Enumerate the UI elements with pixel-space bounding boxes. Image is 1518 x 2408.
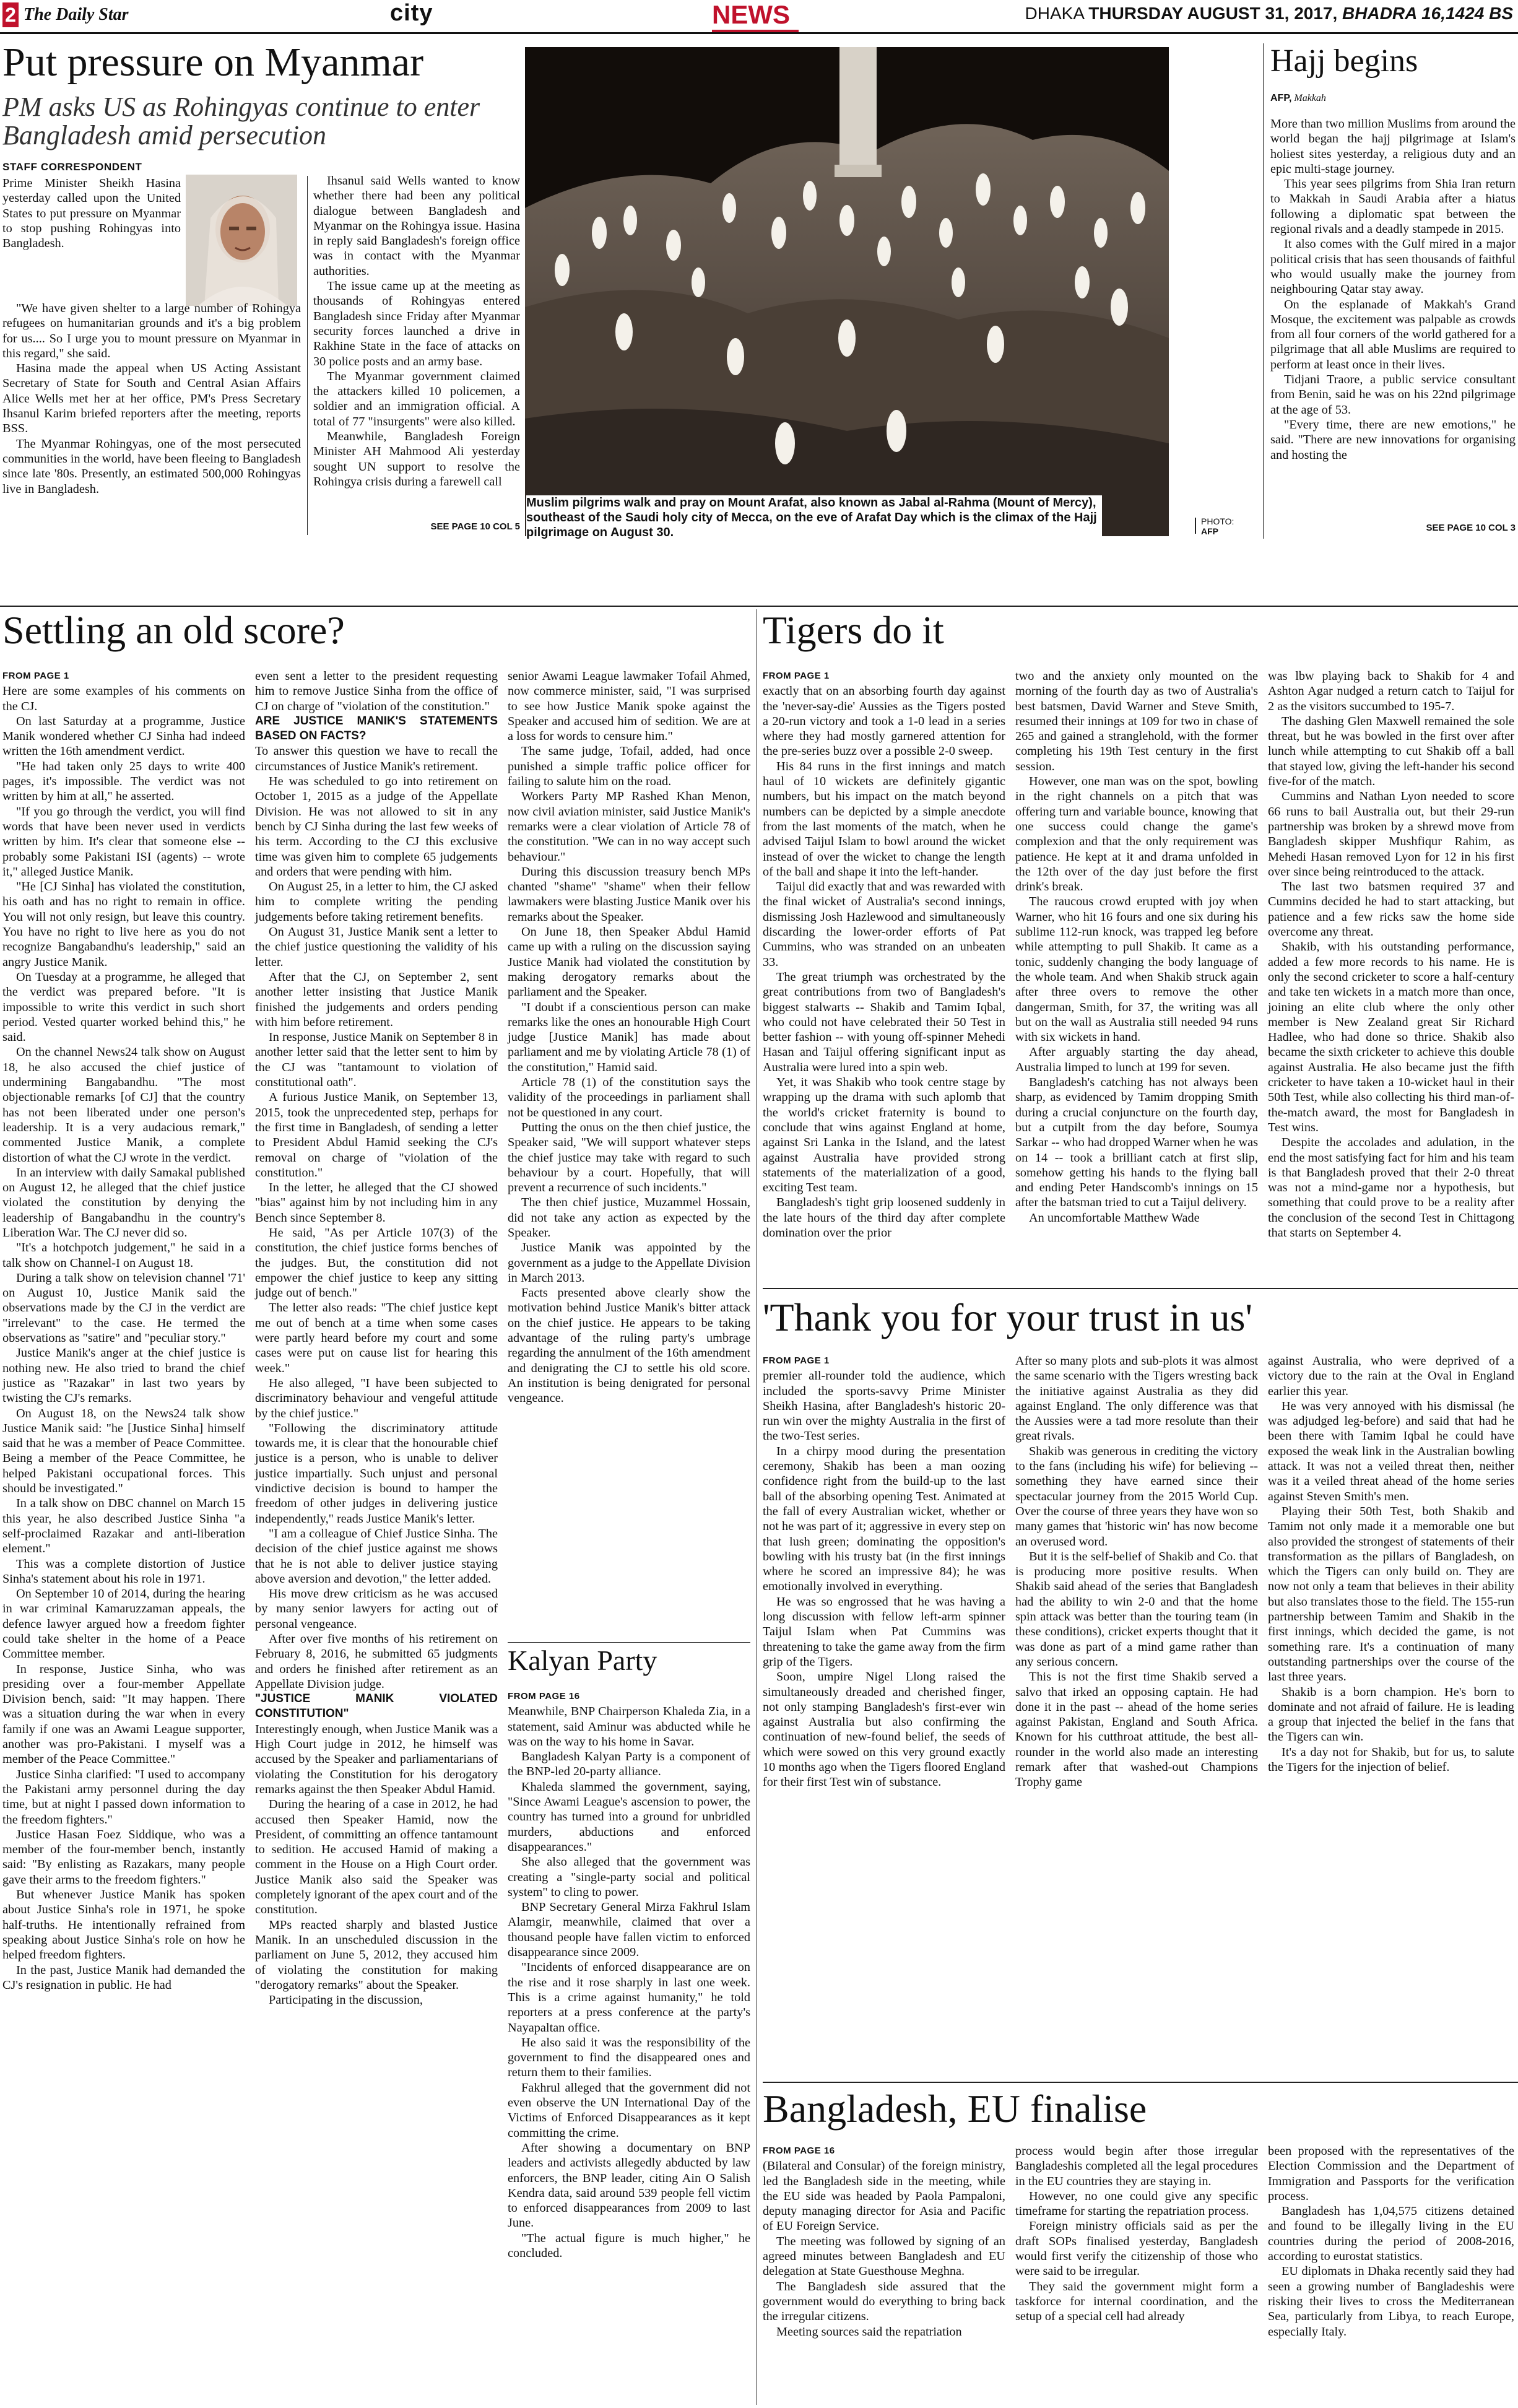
paragraph: On the esplanade of Makkah's Grand Mosque, the excitement was palpable as crowds from all four corners of the world gathered for a pilgrimage that all able Muslims are required to perform at least once in their lives. — [1270, 297, 1516, 372]
paragraph: Shakib is a born champion. He's born to dominate and not afraid of failure. He is leading a group that injected the belief in the fans that the Tigers can win. — [1268, 1685, 1514, 1744]
paragraph: After showing a documentary on BNP leaders and activists allegedly abducted by law enforcers, the BNP leader, citing Ain O Salish Kendra data, said around 539 people fell victim to enforced disappearances from 2009 to last June. — [508, 2141, 750, 2230]
eu-from-page: FROM PAGE 16 — [763, 2145, 835, 2156]
paragraph: BNP Secretary General Mirza Fakhrul Islam Alamgir, meanwhile, claimed that over a thousand people have fallen victim to enforced disappearance since 2009. — [508, 1900, 750, 1960]
paragraph: Shakib, with his outstanding performance, added a few more records to his name. He is only the second cricketer to score a half-century and take ten wickets in a match more than once, joining an elite club where the only other member is New Zealand great Sir Richard Hadlee, who had done so thrice. Shakib also became the sixth cricketer to achieve this double against Australia. He also became just the fifth cricketer to have taken a 10-wicket haul in their 50th Test, while also collecting his third man-of-the-match award, the most for Bangladesh in Test wins. — [1268, 940, 1514, 1134]
paragraph: MPs reacted sharply and blasted Justice Manik. In an unscheduled discussion in the parliament on June 5, 2012, they accused him of violating the constitution for making "derogatory remarks" about the Speaker. — [255, 1918, 498, 1992]
paragraph: They said the government might form a taskforce for internal coordination, and the setup of a special cell had already — [1015, 2279, 1258, 2324]
paragraph: Justice Hasan Foez Siddique, who was a member of the four-member bench, instantly said: "By enlisting as Razakars, many people gave their arms to the freedom fighters." — [2, 1827, 245, 1887]
thankyou-column-3 — [1268, 1354, 1514, 2001]
section-rule — [763, 1288, 1518, 1289]
paragraph: He also said it was the responsibility of the government to find the disappeared ones and return them to their families. — [508, 2035, 750, 2080]
tigers-column-2 — [1015, 669, 1258, 1284]
kalyan-headline: Kalyan Party — [508, 1645, 657, 1676]
hajj-headline: Hajj begins — [1270, 43, 1418, 79]
paragraph: "It's a hotchpotch judgement," he said in a talk show on Channel-I on August 18. — [2, 1241, 245, 1270]
paragraph: On August 25, in a letter to him, the CJ asked him to complete writing the pending judgements before taking retirement benefits. — [255, 880, 498, 924]
score-column-3 — [508, 669, 750, 1641]
paragraph: She also alleged that the government was creating a "single-party social and political system" to cling to power. — [508, 1855, 750, 1899]
paragraph: "He had taken only 25 days to write 400 pages, it's impossible. The verdict was not written by him at all," he asserted. — [2, 759, 245, 804]
paragraph: On June 18, then Speaker Abdul Hamid came up with a ruling on the discussion saying Justice Manik had violated the constitution by making derogatory remarks about the parliament and the Speaker. — [508, 925, 750, 999]
mount-arafat-photo — [525, 47, 1169, 536]
paragraph: After over five months of his retirement on February 8, 2016, he submitted 65 judgments and orders he finished after retirement as an Appellate Division judge. — [255, 1632, 498, 1691]
paragraph: This year sees pilgrims from Shia Iran return to Makkah in Saudi Arabia after a hiatus following a diplomatic spat between the regional rivals and a deadly stampede in 2015. — [1270, 177, 1516, 237]
hajj-agency: AFP, — [1270, 93, 1292, 103]
kalyan-column — [508, 1689, 750, 2406]
paragraph: against Australia, who were deprived of a victory due to the rain at the Oval in England earlier this year. — [1268, 1354, 1514, 1398]
kalyan-from-page: FROM PAGE 16 — [508, 1691, 580, 1702]
paragraph: Bangladesh's tight grip loosened suddenly in the late hours of the third day after complete domination over the prior — [763, 1196, 1005, 1240]
section-rule — [763, 2082, 1518, 2083]
paragraph: It's a day not for Shakib, but for us, to salute the Tigers for the injection of belief. — [1268, 1745, 1514, 1775]
paragraph: The issue came up at the meeting as thousands of Rohingyas entered Bangladesh since Friday after Myanmar security forces launched a drive in Rakhine State in the face of attacks on 30 police posts and an army base. — [313, 279, 520, 368]
paragraph: On the channel News24 talk show on August 18, he also accused the chief justice of undermining Bangabandhu. "The most objectionable remarks [of CJ] that the country has not been liberated under one person's leadership. It is a very audacious remark," commented Justice Manik, a complete distortion of what the CJ wrote in the verdict. — [2, 1045, 245, 1165]
paragraph: His move drew criticism as he was accused by many senior lawyers for acting out of personal vengeance. — [255, 1587, 498, 1631]
section-rule — [508, 1642, 750, 1643]
eu-column-1 — [763, 2144, 1005, 2406]
paragraph: Workers Party MP Rashed Khan Menon, now civil aviation minister, said Justice Manik's remarks were a clear violation of Article 78 of the constitution. "We can in no way accept such behaviour." — [508, 789, 750, 864]
paragraph: senior Awami League lawmaker Tofail Ahmed, now commerce minister, said, "I was surprised to see how Justice Manik spoke against the Speaker and accused him of sedition. We are at a loss for words to censure him." — [508, 669, 750, 744]
paragraph: Foreign ministry officials said as per the draft SOPs finalised yesterday, Bangladesh would first verify the citizenship of those who were said to be irregular. — [1015, 2219, 1258, 2279]
paragraph: Yet, it was Shakib who took centre stage by wrapping up the drama with such aplomb that the world's cricket fraternity is bound to conclude that wins against England at home, against Sri Lanka in the Island, and the latest against Australia have provided strong statements of the materialization of a good, exciting Test team. — [763, 1076, 1005, 1195]
myanmar-see-page: SEE PAGE 10 COL 5 — [430, 521, 520, 532]
paragraph: "He [CJ Sinha] has violated the constitution, his oath and has no right to remain in office. You will not only resign, but leave this country. You have no right to live here as you do not recognize Bangabandhu's leadership," said an angry Justice Manik. — [2, 880, 245, 969]
paragraph: During a talk show on television channel '71' on August 10, Justice Manik said the observations made by the CJ in the verdict are "irrelevant" to the case. He termed the observations as "satire" and "peculiar story." — [2, 1271, 245, 1345]
paragraph: During the hearing of a case in 2012, he had accused then Speaker Hamid, now the President, of committing an offence tantamount to sedition. He accused Hamid of making a comment in the House on a High Court order. Justice Manik also said the Speaker was completely ignorant of the apex court and of the constitution. — [255, 1797, 498, 1917]
score-column-1 — [2, 669, 245, 2406]
paragraph: Meanwhile, BNP Chairperson Khaleda Zia, in a statement, said Aminur was abducted while he was on the way to his home in Savar. — [508, 1705, 750, 1749]
paragraph: two and the anxiety only mounted on the morning of the fourth day as two of Australia's best batsmen, David Warner and Steve Smith, resumed their innings at 109 for two in chase of 265 and gained a stranglehold, with the former completing his 19th Test century in the first session. — [1015, 669, 1258, 773]
hajj-see-page: SEE PAGE 10 COL 3 — [1426, 523, 1516, 533]
paragraph: Soon, umpire Nigel Llong raised the simultaneously dreaded and cherished finger, not only stamping Bangladesh's first-ever win against Australia but also confirming the continuation of new-found belief, the seeds of which were sowed on this very ground exactly 10 months ago when the Tigers floored England for their first Test win of substance. — [763, 1670, 1005, 1789]
tigers-from-page: FROM PAGE 1 — [763, 671, 830, 681]
hajj-place: Makkah — [1294, 93, 1326, 103]
paragraph: Taijul did exactly that and was rewarded with the final wicket of Australia's second innings, dismissing Josh Hazlewood and simultaneously discarding the lower-order efforts of Pat Cummins, who was stranded on an unbeaten 33. — [763, 880, 1005, 969]
photo-credit — [1201, 516, 1234, 536]
paragraph: Hasina made the appeal when US Acting Assistant Secretary of State for South and Central Asian Affairs Alice Wells met her at her office, PM's Press Secretary Ihsanul Karim briefed reporters after the meeting, reports BSS. — [2, 362, 301, 436]
paragraph: premier all-rounder told the audience, which included the sports-savvy Prime Minister Sheikh Hasina, after Bangladesh's historic 20-run win over the mighty Australia in the first of the two-Test series. — [763, 1369, 1005, 1443]
paragraph: Here are some examples of his comments on the CJ. — [2, 684, 245, 713]
news-label: NEWS — [712, 0, 790, 29]
paragraph: However, no one could give any specific timeframe for starting the repatriation process. — [1015, 2189, 1258, 2219]
paragraph: But whenever Justice Manik has spoken about Justice Sinha's role in 1971, he spoke half-truths. He intentionally refrained from speaking about Justice Sinha's role on how he helped freedom fighters. — [2, 1888, 245, 1962]
paragraph: Despite the accolades and adulation, in the end the most satisfying fact for him and his team is that Bangladesh proved that their 2-0 threat was not a mind-game nor a hypothesis, but something that could prove to be a reality after the conclusion of the second Test in Chittagong that starts on September 4. — [1268, 1136, 1514, 1240]
paragraph: During this discussion treasury bench MPs chanted "shame" "shame" when their fellow lawmakers were blasting Justice Manik over his remarks about the Speaker. — [508, 864, 750, 924]
paragraph: The letter also reads: "The chief justice kept me out of bench at a time when some cases were partly heard before my court and some cases were put on cause list for hearing this week." — [255, 1301, 498, 1375]
paragraph: On Tuesday at a programme, he alleged that the verdict was prepared before. "It is impossible to write this verdict in such short period. Vested quarter worked behind this," he said. — [2, 970, 245, 1045]
paragraph: exactly that on an absorbing fourth day against the 'never-say-die' Aussies as the Tigers posted a 20-run victory and took a 1-0 lead in a series where they had mostly garnered attention for the pre-series buzz over a possible 2-0 sweep. — [763, 684, 1005, 758]
paragraph: (Bilateral and Consular) of the foreign ministry, led the Bangladesh side in the meeting, while the EU side was headed by Paola Pampaloni, deputy managing director for Asia and Pacific of EU Foreign Service. — [763, 2159, 1005, 2233]
score-subhead-violated: "JUSTICE MANIK VIOLATED CONSTITUTION" — [255, 1692, 498, 1721]
score-from-page: FROM PAGE 1 — [2, 671, 69, 681]
paragraph: EU diplomats in Dhaka recently said they had seen a growing number of Bangladeshis were risking their lives to cross the Mediterranean Sea, particularly from Libya, to reach Europe, especially Italy. — [1268, 2264, 1514, 2339]
paragraph: Playing their 50th Test, both Shakib and Tamim not only made it a memorable one but also provided the strongest of statements of their transformation as the pillars of Bangladesh, on which the Tigers can only build on. They are now not only a team that believes in their ability but also translates those to the field. The 155-run partnership between Tamim and Shakib in the first innings, which decided the game, is not something rare. It's a continuation of many outstanding partnerships over the course of the last three years. — [1268, 1504, 1514, 1684]
thankyou-column-1 — [763, 1354, 1005, 2001]
tigers-column-1 — [763, 669, 1005, 1284]
section-rule — [0, 606, 1518, 607]
date-city: DHAKA — [1025, 4, 1084, 23]
paragraph: In response, Justice Manik on September 8 in another letter said that the letter sent to him by the CJ was "tantamount to violation of constitutional oath". — [255, 1030, 498, 1090]
paragraph: This is not the first time Shakib served a salvo that irked an opposing captain. He had done it in the past -- ahead of the home series against Pakistan, England and South Africa. Known for his cutthroat attitude, the best all-rounder in the world also made an interesting remark after that washed-out Champions Trophy game — [1015, 1670, 1258, 1789]
myanmar-subheadline: PM asks US as Rohingyas continue to enter Bangladesh amid persecution — [2, 92, 480, 151]
paragraph: On September 10 of 2014, during the hearing in war criminal Kamaruzzaman appeals, the defence lawyer argued how a freedom fighter could take shelter in the home of a Peace Committee member. — [2, 1587, 245, 1661]
paragraph: The then chief justice, Muzammel Hossain, did not take any action as expected by the Speaker. — [508, 1196, 750, 1240]
paragraph: In a talk show on DBC channel on March 15 this year, he also described Justice Sinha "a self-proclaimed Razakar and anti-liberation element." — [2, 1497, 245, 1556]
paragraph: A furious Justice Manik, on September 13, 2015, took the unprecedented step, perhaps for the first time in Bangladesh, of sending a letter to President Abdul Hamid seeking the CJ's removal on charge of "violation of the constitution." — [255, 1090, 498, 1180]
paragraph: Meanwhile, Bangladesh Foreign Minister AH Mahmood Ali yesterday sought UN support to resolve the Rohingya crisis during a farewell call — [313, 430, 520, 489]
masthead-rule — [0, 32, 1518, 34]
thankyou-headline: 'Thank you for your trust in us' — [763, 1295, 1252, 1339]
paragraph: "Following the discriminatory attitude towards me, it is clear that the honourable chief justice is a person, who is unable to deliver justice impartially. Such unjust and personal vindictive decision is bound to hamper the freedom of other judges in delivering justice independently," reads Justice Manik's letter. — [255, 1421, 498, 1526]
myanmar-headline: Put pressure on Myanmar — [2, 40, 424, 85]
paragraph: "Incidents of enforced disappearance are on the rise and it rose sharply in last one week. This is a crime against humanity," he told reporters at a press conference at the party's Nayapaltan office. — [508, 1960, 750, 2035]
paragraph: However, one man was on the spot, bowling in the right channels on a pitch that was offering turn and variable bounce, knowing that one success could change the game's complexion and that the only requirement was patience. He kept at it and drama unfolded in the 12th over of the day just before the first drink's break. — [1015, 775, 1258, 894]
paragraph: The same judge, Tofail, added, had once punished a simple traffic police officer for failing to salute him on the road. — [508, 744, 750, 789]
paragraph: Putting the onus on the then chief justice, the Speaker said, "We will support whatever steps the chief justice may take with regard to such behaviour by a court. Hopefully, that will prevent a recurrence of such incidents." — [508, 1120, 750, 1195]
paragraph: "I am a colleague of Chief Justice Sinha. The decision of the chief justice against me shows that he is not able to deliver justice staying above aversion and devotion," the letter added. — [255, 1526, 498, 1586]
paragraph: Cummins and Nathan Lyon needed to score 66 runs to bail Australia out, but their 29-run partnership was broken by a shrewd move from Bangladesh skipper Mushfiqur Rahim, as Mehedi Hasan removed Lyon for 12 in his first over since being reintroduced to the attack. — [1268, 789, 1514, 879]
paragraph: This was a complete distortion of Justice Sinha's statement about his role in 1971. — [2, 1557, 245, 1586]
paragraph: The great triumph was orchestrated by the great contributions from two of Bangladesh's biggest stalwarts -- Shakib and Tamim Iqbal, who could not have celebrated their 50 Test in better fashion -- with young off-spinner Mehedi Hasan and Taijul offering significant input as Australia were lured into a spin web. — [763, 970, 1005, 1074]
paragraph: been proposed with the representatives of the Election Commission and the Department of Immigration and Passports for the verification process. — [1268, 2144, 1514, 2203]
paragraph: The meeting was followed by signing of an agreed minutes between Bangladesh and EU delegation at State Guesthouse Meghna. — [763, 2234, 1005, 2279]
paragraph: process would begin after those irregular Bangladeshis completed all the legal procedures in the EU countries they are staying in. — [1015, 2144, 1258, 2188]
score-subhead-facts: ARE JUSTICE MANIK'S STATEMENTS BASED ON FACTS? — [255, 714, 498, 743]
paragraph: In an interview with daily Samakal published on August 12, he alleged that the chief justice violated the constitution by denying the leadership of Bangabandhu in the country's Liberation War. The CJ never did so. — [2, 1165, 245, 1240]
paragraph: The dashing Glen Maxwell remained the sole threat, but he was bowled in the first over after lunch while attempting to cut Shakib off a ball that stayed low, giving the left-hander his second five-for of the match. — [1268, 714, 1514, 789]
paragraph: On last Saturday at a programme, Justice Manik wondered whether CJ Sinha had indeed written the 16th amendment verdict. — [2, 714, 245, 758]
paragraph: More than two million Muslims from around the world began the hajj pilgrimage at Islam's holiest sites yesterday, a religious duty and an epic multi-stage journey. — [1270, 117, 1516, 176]
paragraph: Shakib was generous in crediting the victory to the fans (including his wife) for believing -- something they have earned since their spectacular journey from the 2015 World Cup. Over the course of three years they have won so many games that 'historic win' has now become an overused word. — [1015, 1444, 1258, 1549]
masthead — [0, 0, 1518, 35]
myanmar-column-1 — [2, 176, 181, 251]
paragraph: It also comes with the Gulf mired in a major political crisis that has seen thousands of faithful who would usually make the journey from neighbouring Qatar stay away. — [1270, 237, 1516, 297]
paragraph: Participating in the discussion, — [269, 1993, 423, 2007]
date-bhadra: BHADRA 16,1424 BS — [1342, 4, 1513, 23]
myanmar-lead: Prime Minister Sheikh Hasina yesterday called upon the United States to put pressure on Myanmar to stop pushing Rohingyas into Bangladesh. — [2, 176, 181, 251]
section-label: city — [390, 0, 433, 26]
paragraph: Facts presented above clearly show the motivation behind Justice Manik's bitter attack on the chief justice. He appears to be taking advantage of the ruling party's umbrage regarding the annulment of the 16th amendment and denigrating the CJ to settle his old score. An institution is being denigrated for personal vengeance. — [508, 1286, 750, 1406]
eu-column-2 — [1015, 2144, 1258, 2406]
paragraph: He was scheduled to go into retirement on October 1, 2015 as a judge of the Appellate Division. He was not allowed to sit in any bench by CJ Sinha during the last few weeks of his term. According to the CJ this exclusive time was given him to complete 65 judgements and orders that were pending with him. — [255, 775, 498, 879]
paragraph: In the past, Justice Manik had demanded the CJ's resignation in public. He had — [2, 1963, 245, 1992]
paragraph: He also alleged, "I have been subjected to discriminatory behaviour and vengeful attitude by the chief justice." — [255, 1376, 498, 1420]
paragraph: Justice Manik's anger at the chief justice is nothing new. He also tried to brand the chief justice as "Razakar" in last two years by twisting the CJ's remarks. — [2, 1346, 245, 1406]
paragraph: He was very annoyed with his dismissal (he was adjudged leg-before) and said that had he been there with Tamim Iqbal he could have exposed the weak link in the Australian bowling attack. It was not a veiled threat then, neither was it a veiled threat ahead of the home series against Steven Smith's men. — [1268, 1399, 1514, 1503]
paragraph: Bangladesh's catching has not always been sharp, as evidenced by Tamim dropping Smith during a crucial conjuncture on the fourth day, but a cutpilt from the day before, Soumya Sarkar -- who had dropped Warner when he was on 14 -- took a brilliant catch at first slip, somehow getting his hands to the flying ball and ending Peter Handscomb's innings on 15 after the batsman tried to cut a Taijul delivery. — [1015, 1076, 1258, 1210]
paragraph: Justice Manik was appointed by the government as a judge to the Appellate Division in March 2013. — [508, 1241, 750, 1285]
paragraph: was lbw playing back to Shakib for 4 and Ashton Agar nudged a return catch to Taijul for 2 as the visitors succumbed to 195-7. — [1268, 669, 1514, 713]
paper-name: The Daily Star — [24, 5, 129, 24]
myanmar-byline: STAFF CORRESPONDENT — [2, 161, 142, 173]
paragraph: To answer this question we have to recall the circumstances of Justice Manik's retirement. — [255, 744, 498, 773]
hajj-column — [1270, 116, 1516, 520]
thankyou-from-page: FROM PAGE 1 — [763, 1355, 830, 1366]
paragraph: He said, "As per Article 107(3) of the constitution, the chief justice forms benches of the judges. But, the constitution did not empower the chief justice to keep any sitting judge out of bench." — [255, 1225, 498, 1300]
thankyou-column-2 — [1015, 1354, 1258, 2001]
paragraph: even sent a letter to the president requesting him to remove Justice Sinha from the office of CJ on charge of "violation of the constitution." — [255, 669, 498, 713]
paragraph: After arguably starting the day ahead, Australia limped to lunch at 199 for seven. — [1015, 1045, 1258, 1074]
paragraph: "I doubt if a conscientious person can make remarks like the ones an honourable High Court judge [Justice Manik] has made about parliament and me by violating Article 78 (1) of the constitution," Hamid said. — [508, 1000, 750, 1074]
paragraph: Interestingly enough, when Justice Manik was a High Court judge in 2012, he himself was accused by the Speaker and parliamentarians of violating the Constitution for his derogatory remarks against the then Speaker Abdul Hamid. — [255, 1722, 498, 1796]
paragraph: "The actual figure is much higher," he concluded. — [508, 2231, 750, 2260]
photo-credit-label: PHOTO: — [1201, 516, 1234, 526]
credit-rule — [1195, 518, 1196, 534]
page-number: 2 — [2, 2, 19, 27]
eu-headline: Bangladesh, EU finalise — [763, 2087, 1147, 2131]
paragraph: In response, Justice Sinha, who was presiding over a four-member Appellate Division bench, said: "It may happen. There was a situation during the war when in every family if one was an Awami League supporter, another was pro-Pakistani. I myself was a member of the Peace Committee." — [2, 1662, 245, 1767]
paragraph: On August 18, on the News24 talk show Justice Manik said: "he [Justice Sinha] himself said that he was a member of Peace Committee. Being a member of the Peace Committee, he helped Pakistani occupational forces. This should be investigated." — [2, 1406, 245, 1496]
paragraph: Meeting sources said the repatriation — [776, 2324, 962, 2339]
paragraph: "Every time, there are new emotions," he said. "There are new innovations for organising and hosting the — [1270, 417, 1516, 462]
tigers-headline: Tigers do it — [763, 608, 944, 652]
paragraph: Fakhrul alleged that the government did not even observe the UN International Day of the Victims of Enforced Disappearances as it kept committing the crime. — [508, 2080, 750, 2140]
paragraph: On August 31, Justice Manik sent a letter to the chief justice questioning the validity of his letter. — [255, 925, 498, 969]
paragraph: "We have given shelter to a large number of Rohingya refugees on humanitarian grounds and it's a big problem for us.... So I urge you to mount pressure on Myanmar in this regard," she said. — [2, 302, 301, 360]
myanmar-column-1b — [2, 301, 301, 536]
myanmar-column-2 — [313, 173, 520, 518]
photo-credit-source: AFP — [1201, 526, 1218, 536]
paragraph: The Bangladesh side assured that the government would do everything to bring back the irregular citizens. — [763, 2279, 1005, 2324]
paragraph: After so many plots and sub-plots it was almost the same scenario with the Tigers wresting back the initiative against Australia as they did against England. The only difference was that the Aussies were a tad more resolute than their great rivals. — [1015, 1354, 1258, 1443]
score-headline: Settling an old score? — [2, 608, 345, 652]
pm-portrait — [186, 175, 297, 306]
paragraph: The raucous crowd erupted with joy when Warner, who hit 16 fours and one six during his sublime 112-run knock, was trapped leg before while attempting to pull Shakib. It came as a tonic, suddenly changing the body language of the whole team. And when Shakib struck again after three overs to remove the other dangerman, Smith, for 37, the writing was all but on the wall as Australia still needed 94 runs with six wickets in hand. — [1015, 895, 1258, 1045]
paragraph: Tidjani Traore, a public service consultant from Benin, said he was on his 22nd pilgrimage at the age of 53. — [1270, 373, 1516, 417]
column-rule — [307, 176, 308, 535]
column-rule — [1263, 43, 1264, 539]
paragraph: An uncomfortable Matthew Wade — [1029, 1211, 1200, 1225]
paragraph: Bangladesh has 1,04,575 citizens detained and found to be illegally living in the EU countries during the period of 2008-2016, according to eurostat statistics. — [1268, 2204, 1514, 2264]
paragraph: His 84 runs in the first innings and match haul of 10 wickets are definitely gigantic numbers, but his impact on the match beyond numbers can be depicted by a simple anecdote from the last moments of the match, when he advised Taijul Islam to bowl around the wicket instead of over the wicket to change the length of the ball and shape it into the left-hander. — [763, 759, 1005, 879]
paragraph: He was so engrossed that he was having a long discussion with fellow left-arm spinner Taijul Islam when Pat Cummins was threatening to take the game away from the firm grip of the Tigers. — [763, 1594, 1005, 1669]
paragraph: Justice Sinha clarified: "I used to accompany the Pakistani army personnel during the day time, but at night I passed down information to the freedom fighters." — [2, 1767, 245, 1827]
paragraph: Article 78 (1) of the constitution says the validity of the proceedings in parliament shall not be questioned in any court. — [508, 1076, 750, 1119]
paragraph: The Myanmar government claimed the attackers killed 10 policemen, a soldier and an immigration official. A total of 77 "insurgents" were also killed. — [313, 369, 520, 428]
paragraph: Khaleda slammed the government, saying, "Since Awami League's ascension to power, the country has turned into a ground for unbridled murders, abductions and enforced disappearances." — [508, 1780, 750, 1854]
photo-caption: Muslim pilgrims walk and pray on Mount Arafat, also known as Jabal al-Rahma (Mount of Mercy), southeast of the Saudi holy city of Mecca, on the eve of Arafat Day which is the climax of the Hajj pilgrimage on August 30. — [526, 495, 1102, 536]
paragraph: In the letter, he alleged that the CJ showed "bias" against him by not including him in any Bench since September 8. — [255, 1181, 498, 1225]
paragraph: Ihsanul said Wells wanted to know whether there had been any political dialogue between Bangladesh and Myanmar on the Rohingya issue. Hasina in reply said Bangladesh's foreign office was in contact with the Myanmar authorities. — [313, 174, 520, 278]
paragraph: But it is the self-belief of Shakib and Co. that is producing more positive results. When Shakib said ahead of the series that Bangladesh had the ability to win 2-0 and that the home spin attack was better than the touring team (in these conditions), cricket experts thought that it was done as part of a mind game rather than any serious concern. — [1015, 1549, 1258, 1669]
paragraph: The Myanmar Rohingyas, one of the most persecuted communities in the world, have been fleeing to Bangladesh since late '80s. Presently, an estimated 500,000 Rohingyas live in Bangladesh. — [2, 437, 301, 496]
issue-date — [1025, 4, 1513, 24]
paragraph: Bangladesh Kalyan Party is a component of the BNP-led 20-party alliance. — [508, 1750, 750, 1779]
score-column-2 — [255, 669, 498, 2406]
paragraph: After that the CJ, on September 2, sent another letter insisting that Justice Manik finished the judgements and orders pending with him before retirement. — [255, 970, 498, 1029]
eu-column-3 — [1268, 2144, 1514, 2406]
tigers-column-3 — [1268, 669, 1514, 1284]
paragraph: The last two batsmen required 37 and Cummins decided he had to start attacking, but patience and a few ricks saw the home side overcome any threat. — [1268, 880, 1514, 939]
hajj-byline — [1270, 93, 1326, 104]
date-main: THURSDAY AUGUST 31, 2017, — [1088, 4, 1338, 23]
paragraph: In a chirpy mood during the presentation ceremony, Shakib has been a man oozing confidence right from the build-up to the last ball of the absorbing opening Test. Animated at the fall of every Australian wicket, whether or not he was part of it; aggressive in every step on that lush green; dominating the opposition's bowling with his trusty bat (in the first innings where he scored an impressive 84); he was emotionally involved in everything. — [763, 1444, 1005, 1594]
paragraph: "If you go through the verdict, you will find words that have been never used in verdicts written by him. It's clear that someone else -- probably some Pakistani ISI (agents) -- wrote it," alleged Justice Manik. — [2, 804, 245, 879]
